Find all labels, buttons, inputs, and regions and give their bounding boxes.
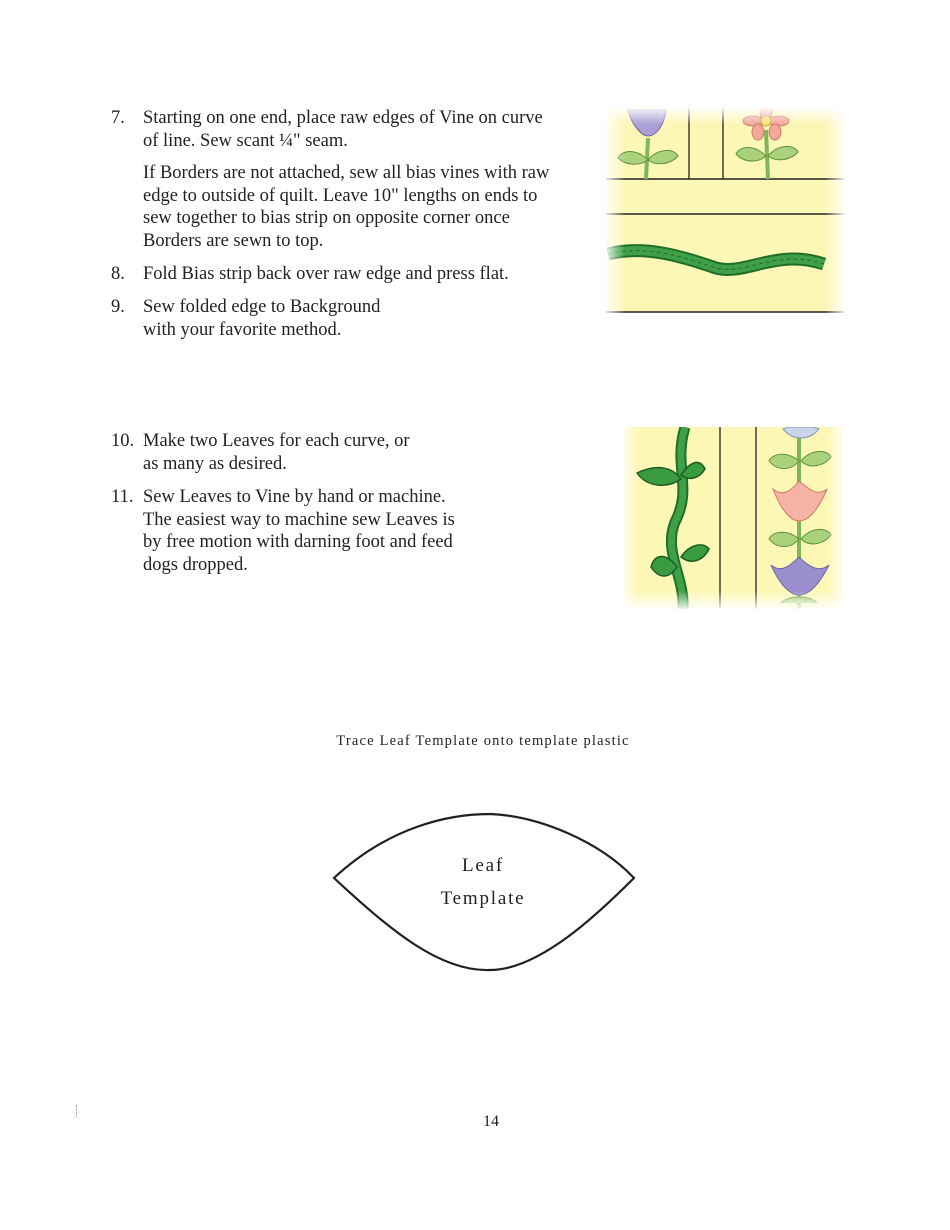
step-subtext: If Borders are not attached, sew all bias vines with raw edge to outside of quilt. Leave 10" lengths on ends to sew together to bias strip on opposite corner once Borders are sewn to top. [143,163,550,251]
step-text: Make two Leaves for each curve, or as many as desired. [143,431,410,474]
step-text: Fold Bias strip back over raw edge and press flat. [143,264,509,284]
step-9 [111,296,561,341]
template-caption: Trace Leaf Template onto template plastic [336,733,630,749]
step-number: 9. [111,297,125,317]
page-number: 14 [483,1113,499,1130]
step-7 [111,107,561,252]
vine-border-illustration [606,108,844,314]
step-text: Sew Leaves to Vine by hand or machine. The easiest way to machine sew Leaves is by free motion with darning foot and feed dogs dropped. [143,487,455,575]
step-text: Starting on one end, place raw edges of Vine on curve of line. Sew scant ¼" seam. [143,108,543,151]
step-11 [111,486,561,576]
leaf-template-label-line2: Template [440,888,526,909]
step-number: 11. [111,487,134,507]
step-10 [111,430,561,475]
step-number: 7. [111,108,125,128]
step-number: 10. [111,431,135,451]
leaf-template-label-line1: Leaf [462,855,504,876]
step-text: Sew folded edge to Background with your favorite method. [143,297,381,340]
step-8 [111,263,561,286]
vine-leaves-illustration [623,427,843,609]
step-number: 8. [111,264,125,284]
